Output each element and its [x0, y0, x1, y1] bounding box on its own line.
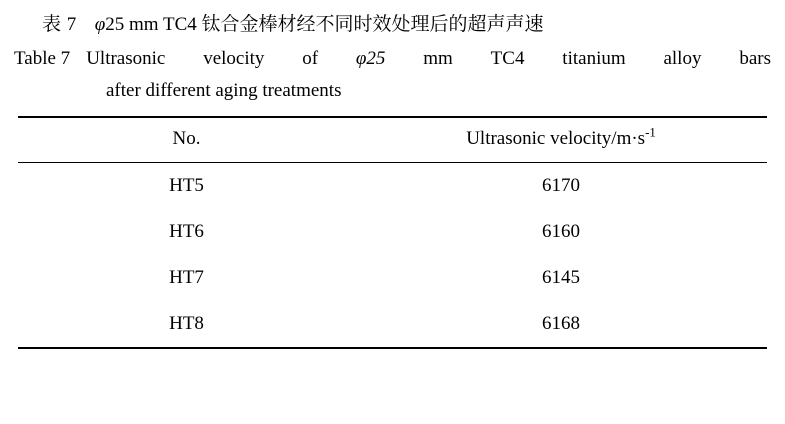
- cell-velocity: 6145: [542, 267, 581, 288]
- cell-no: HT7: [169, 267, 204, 288]
- table-bottom-rule: [18, 348, 767, 349]
- column-header-velocity-text: Ultrasonic velocity/m·s: [466, 128, 646, 149]
- table-header-row: [18, 117, 767, 163]
- caption-english: [14, 44, 771, 106]
- column-header-velocity: [355, 117, 767, 163]
- cell-velocity: 6160: [542, 221, 581, 242]
- table-header: [18, 117, 767, 163]
- caption-chinese-text: 25 mm TC4 钛合金棒材经不同时效处理后的超声声速: [105, 14, 544, 35]
- cell-velocity: 6168: [542, 313, 581, 334]
- cell-no: HT8: [169, 313, 204, 334]
- table-row: [18, 209, 767, 255]
- cell-velocity: 6170: [542, 175, 581, 196]
- table-container: [14, 116, 771, 349]
- spacer-cell: [355, 348, 767, 349]
- caption-word: Ultrasonic: [86, 48, 166, 69]
- table-row: [18, 163, 767, 210]
- caption-word: alloy: [663, 48, 702, 69]
- cell-no: HT5: [169, 175, 204, 196]
- caption-chinese-label: 表 7: [42, 14, 77, 35]
- caption-word: bars: [739, 48, 771, 69]
- caption-word-phi25: φ25: [355, 48, 386, 69]
- caption-chinese: [14, 10, 771, 40]
- caption-english-line1: [86, 44, 771, 74]
- table-row: [18, 301, 767, 348]
- cell-no: HT6: [169, 221, 204, 242]
- table-row: [18, 255, 767, 301]
- column-header-no: No.: [172, 128, 201, 149]
- caption-word: mm: [423, 48, 453, 69]
- caption-word: TC4: [490, 48, 525, 69]
- caption-word: of: [302, 48, 319, 69]
- table-body: [18, 163, 767, 350]
- ultrasonic-velocity-table: [18, 116, 767, 349]
- caption-word: velocity: [203, 48, 265, 69]
- phi-symbol-cn: φ: [94, 14, 106, 35]
- caption-english-line2: after different aging treatments: [106, 80, 342, 101]
- column-header-velocity-exponent: -1: [645, 124, 656, 140]
- caption-word: titanium: [562, 48, 626, 69]
- spacer-cell: [18, 348, 355, 349]
- caption-english-label: Table 7: [14, 48, 71, 69]
